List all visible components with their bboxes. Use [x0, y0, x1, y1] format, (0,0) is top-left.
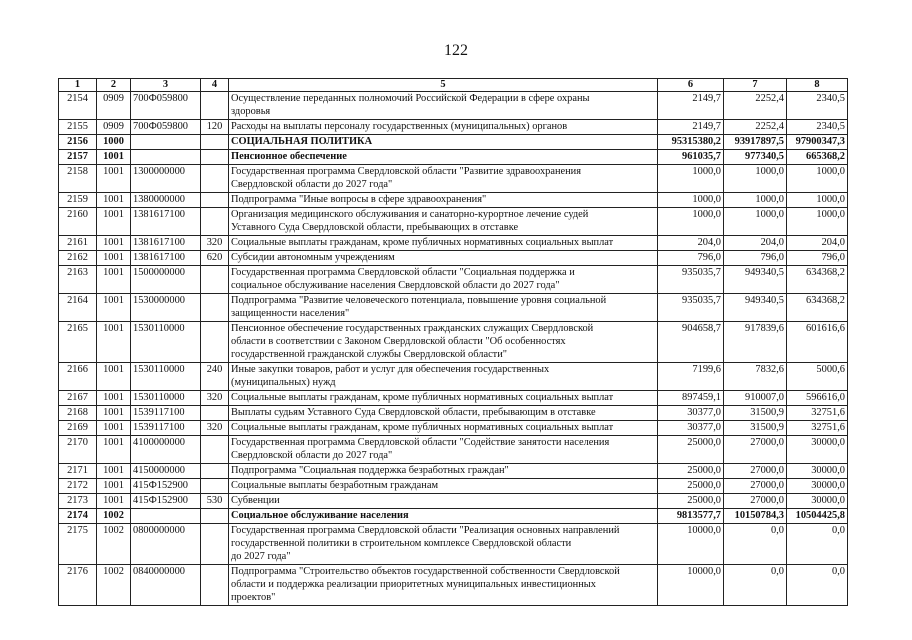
expense-type-code — [201, 524, 229, 565]
item-name-line: проектов" — [231, 592, 276, 603]
section-code: 1001 — [97, 236, 131, 251]
amount-year-1: 935035,7 — [658, 266, 724, 294]
amount-year-1: 7199,6 — [658, 363, 724, 391]
item-name-line: Государственная программа Свердловской области "Содействие занятости населения — [231, 437, 610, 448]
item-name-line: Иные закупки товаров, работ и услуг для обеспечения государственных — [231, 364, 550, 375]
item-name-line: Пенсионное обеспечение — [231, 151, 347, 162]
item-name-line: Подпрограмма "Развитие человеческого потенциала, повышение уровня социальной — [231, 295, 607, 306]
table-row — [59, 565, 848, 606]
target-article-code: 0840000000 — [131, 565, 201, 606]
section-code: 1001 — [97, 391, 131, 406]
header-col-3: 3 — [131, 79, 201, 92]
section-code: 1002 — [97, 524, 131, 565]
amount-year-1: 95315380,2 — [658, 135, 724, 150]
expense-type-code — [201, 135, 229, 150]
amount-year-3: 30000,0 — [787, 494, 848, 509]
row-number: 2155 — [59, 120, 97, 135]
section-code: 1001 — [97, 294, 131, 322]
table-row — [59, 266, 848, 294]
target-article-code: 1500000000 — [131, 266, 201, 294]
amount-year-3: 665368,2 — [787, 150, 848, 165]
row-number: 2164 — [59, 294, 97, 322]
row-number: 2170 — [59, 436, 97, 464]
expense-type-code — [201, 509, 229, 524]
item-name-cell — [229, 479, 658, 494]
item-name-cell — [229, 251, 658, 266]
table-row — [59, 322, 848, 363]
amount-year-1: 1000,0 — [658, 208, 724, 236]
item-name-cell — [229, 363, 658, 391]
section-code: 0909 — [97, 92, 131, 120]
target-article-code: 1300000000 — [131, 165, 201, 193]
header-col-6: 6 — [658, 79, 724, 92]
row-number: 2156 — [59, 135, 97, 150]
table-row — [59, 294, 848, 322]
item-name-line: Социальные выплаты гражданам, кроме публичных нормативных социальных выплат — [231, 392, 614, 403]
item-name-cell — [229, 524, 658, 565]
item-name-cell — [229, 509, 658, 524]
budget-table-body — [59, 92, 848, 606]
amount-year-2: 27000,0 — [724, 464, 787, 479]
row-number: 2165 — [59, 322, 97, 363]
row-number: 2158 — [59, 165, 97, 193]
item-name-line: Социальные выплаты безработным гражданам — [231, 480, 439, 491]
item-name-line: Государственная программа Свердловской области "Реализация основных направлений — [231, 525, 620, 536]
expense-type-code — [201, 464, 229, 479]
amount-year-1: 935035,7 — [658, 294, 724, 322]
expense-type-code — [201, 165, 229, 193]
item-name-line: Выплаты судьям Уставного Суда Свердловской области, пребывающим в отставке — [231, 407, 596, 418]
amount-year-3: 0,0 — [787, 565, 848, 606]
expense-type-code — [201, 294, 229, 322]
amount-year-2: 1000,0 — [724, 193, 787, 208]
amount-year-3: 1000,0 — [787, 193, 848, 208]
table-row — [59, 494, 848, 509]
amount-year-3: 796,0 — [787, 251, 848, 266]
row-number: 2154 — [59, 92, 97, 120]
target-article-code: 1381617100 — [131, 208, 201, 236]
expense-type-code — [201, 208, 229, 236]
amount-year-3: 30000,0 — [787, 464, 848, 479]
section-code: 1002 — [97, 509, 131, 524]
amount-year-3: 32751,6 — [787, 421, 848, 436]
target-article-code: 4100000000 — [131, 436, 201, 464]
amount-year-1: 2149,7 — [658, 120, 724, 135]
table-row — [59, 436, 848, 464]
section-code: 0909 — [97, 120, 131, 135]
row-number: 2163 — [59, 266, 97, 294]
amount-year-2: 0,0 — [724, 524, 787, 565]
section-code: 1001 — [97, 208, 131, 236]
target-article-code: 1539117100 — [131, 421, 201, 436]
item-name-cell — [229, 92, 658, 120]
row-number: 2174 — [59, 509, 97, 524]
table-row — [59, 421, 848, 436]
amount-year-1: 25000,0 — [658, 494, 724, 509]
item-name-line: Подпрограмма "Строительство объектов государственной собственности Свердловской — [231, 566, 620, 577]
amount-year-3: 30000,0 — [787, 479, 848, 494]
amount-year-1: 10000,0 — [658, 524, 724, 565]
row-number: 2162 — [59, 251, 97, 266]
item-name-cell — [229, 421, 658, 436]
item-name-line: Субвенции — [231, 495, 280, 506]
table-row — [59, 524, 848, 565]
item-name-cell — [229, 150, 658, 165]
table-row — [59, 165, 848, 193]
item-name-line: Осуществление переданных полномочий Российской Федерации в сфере охраны — [231, 93, 590, 104]
header-col-8: 8 — [787, 79, 848, 92]
section-code: 1001 — [97, 251, 131, 266]
table-row — [59, 92, 848, 120]
target-article-code: 1530110000 — [131, 363, 201, 391]
expense-type-code: 320 — [201, 236, 229, 251]
amount-year-2: 796,0 — [724, 251, 787, 266]
item-name-cell — [229, 165, 658, 193]
budget-table — [58, 78, 848, 606]
table-row — [59, 479, 848, 494]
amount-year-2: 10150784,3 — [724, 509, 787, 524]
amount-year-1: 961035,7 — [658, 150, 724, 165]
section-code: 1001 — [97, 165, 131, 193]
row-number: 2166 — [59, 363, 97, 391]
amount-year-1: 1000,0 — [658, 165, 724, 193]
target-article-code: 700Ф059800 — [131, 92, 201, 120]
item-name-cell — [229, 294, 658, 322]
item-name-line: защищенности населения" — [231, 308, 350, 319]
amount-year-2: 7832,6 — [724, 363, 787, 391]
amount-year-2: 917839,6 — [724, 322, 787, 363]
section-code: 1001 — [97, 464, 131, 479]
row-number: 2160 — [59, 208, 97, 236]
amount-year-2: 910007,0 — [724, 391, 787, 406]
target-article-code — [131, 509, 201, 524]
target-article-code: 1381617100 — [131, 236, 201, 251]
item-name-line: Социальные выплаты гражданам, кроме публичных нормативных социальных выплат — [231, 237, 614, 248]
target-article-code: 1530110000 — [131, 391, 201, 406]
expense-type-code — [201, 92, 229, 120]
header-col-1: 1 — [59, 79, 97, 92]
amount-year-3: 10504425,8 — [787, 509, 848, 524]
item-name-cell — [229, 322, 658, 363]
amount-year-1: 204,0 — [658, 236, 724, 251]
item-name-cell — [229, 208, 658, 236]
row-number: 2167 — [59, 391, 97, 406]
header-col-5: 5 — [229, 79, 658, 92]
item-name-cell — [229, 120, 658, 135]
target-article-code — [131, 135, 201, 150]
item-name-line: государственной гражданской службы Свердловской области" — [231, 349, 508, 360]
target-article-code: 0800000000 — [131, 524, 201, 565]
item-name-line: Уставного Суда Свердловской области, пребывающих в отставке — [231, 222, 519, 233]
amount-year-1: 30377,0 — [658, 421, 724, 436]
table-row — [59, 391, 848, 406]
section-code: 1001 — [97, 322, 131, 363]
amount-year-3: 1000,0 — [787, 208, 848, 236]
item-name-cell — [229, 391, 658, 406]
amount-year-3: 97900347,3 — [787, 135, 848, 150]
target-article-code: 415Ф152900 — [131, 479, 201, 494]
expense-type-code — [201, 436, 229, 464]
section-code: 1001 — [97, 363, 131, 391]
item-name-line: области и поддержка реализации приоритетных муниципальных инвестиционных — [231, 579, 596, 590]
item-name-line: Подпрограмма "Социальная поддержка безработных граждан" — [231, 465, 509, 476]
amount-year-1: 25000,0 — [658, 464, 724, 479]
table-row — [59, 464, 848, 479]
amount-year-3: 1000,0 — [787, 165, 848, 193]
item-name-cell — [229, 135, 658, 150]
item-name-line: СОЦИАЛЬНАЯ ПОЛИТИКА — [231, 136, 373, 147]
target-article-code: 1530110000 — [131, 322, 201, 363]
item-name-line: Подпрограмма "Иные вопросы в сфере здравоохранения" — [231, 194, 487, 205]
item-name-line: Пенсионное обеспечение государственных гражданских служащих Свердловской — [231, 323, 594, 334]
expense-type-code: 530 — [201, 494, 229, 509]
row-number: 2171 — [59, 464, 97, 479]
table-row — [59, 120, 848, 135]
item-name-cell — [229, 266, 658, 294]
target-article-code: 415Ф152900 — [131, 494, 201, 509]
amount-year-1: 2149,7 — [658, 92, 724, 120]
amount-year-2: 2252,4 — [724, 120, 787, 135]
amount-year-1: 1000,0 — [658, 193, 724, 208]
amount-year-3: 634368,2 — [787, 294, 848, 322]
amount-year-2: 0,0 — [724, 565, 787, 606]
target-article-code: 700Ф059800 — [131, 120, 201, 135]
item-name-line: Субсидии автономным учреждениям — [231, 252, 395, 263]
amount-year-2: 949340,5 — [724, 294, 787, 322]
table-row — [59, 406, 848, 421]
item-name-cell — [229, 436, 658, 464]
section-code: 1001 — [97, 479, 131, 494]
header-col-2: 2 — [97, 79, 131, 92]
amount-year-1: 10000,0 — [658, 565, 724, 606]
amount-year-3: 32751,6 — [787, 406, 848, 421]
section-code: 1002 — [97, 565, 131, 606]
item-name-line: Государственная программа Свердловской области "Социальная поддержка и — [231, 267, 575, 278]
item-name-line: Свердловской области до 2027 года" — [231, 450, 393, 461]
item-name-cell — [229, 464, 658, 479]
item-name-cell — [229, 565, 658, 606]
row-number: 2172 — [59, 479, 97, 494]
row-number: 2173 — [59, 494, 97, 509]
amount-year-2: 949340,5 — [724, 266, 787, 294]
section-code: 1000 — [97, 135, 131, 150]
amount-year-2: 2252,4 — [724, 92, 787, 120]
expense-type-code: 240 — [201, 363, 229, 391]
amount-year-3: 596616,0 — [787, 391, 848, 406]
item-name-line: Свердловской области до 2027 года" — [231, 179, 393, 190]
section-code: 1001 — [97, 494, 131, 509]
row-number: 2161 — [59, 236, 97, 251]
table-row — [59, 251, 848, 266]
amount-year-3: 204,0 — [787, 236, 848, 251]
item-name-line: до 2027 года" — [231, 551, 291, 562]
table-row — [59, 150, 848, 165]
amount-year-1: 25000,0 — [658, 436, 724, 464]
expense-type-code — [201, 479, 229, 494]
table-row — [59, 509, 848, 524]
amount-year-1: 796,0 — [658, 251, 724, 266]
expense-type-code — [201, 565, 229, 606]
item-name-cell — [229, 494, 658, 509]
amount-year-1: 904658,7 — [658, 322, 724, 363]
amount-year-2: 27000,0 — [724, 436, 787, 464]
amount-year-3: 2340,5 — [787, 120, 848, 135]
amount-year-2: 977340,5 — [724, 150, 787, 165]
expense-type-code — [201, 150, 229, 165]
row-number: 2168 — [59, 406, 97, 421]
section-code: 1001 — [97, 266, 131, 294]
amount-year-2: 93917897,5 — [724, 135, 787, 150]
item-name-line: (муниципальных) нужд — [231, 377, 336, 388]
item-name-line: Социальное обслуживание населения — [231, 510, 409, 521]
table-row — [59, 236, 848, 251]
expense-type-code — [201, 193, 229, 208]
item-name-cell — [229, 193, 658, 208]
amount-year-3: 2340,5 — [787, 92, 848, 120]
section-code: 1001 — [97, 193, 131, 208]
amount-year-3: 30000,0 — [787, 436, 848, 464]
expense-type-code: 120 — [201, 120, 229, 135]
item-name-line: Государственная программа Свердловской области "Развитие здравоохранения — [231, 166, 582, 177]
target-article-code: 4150000000 — [131, 464, 201, 479]
amount-year-2: 1000,0 — [724, 208, 787, 236]
item-name-line: социальное обслуживание населения Свердловской области до 2027 года" — [231, 280, 560, 291]
item-name-line: Расходы на выплаты персоналу государственных (муниципальных) органов — [231, 121, 568, 132]
amount-year-2: 204,0 — [724, 236, 787, 251]
target-article-code: 1539117100 — [131, 406, 201, 421]
amount-year-2: 1000,0 — [724, 165, 787, 193]
item-name-line: здоровья — [231, 106, 271, 117]
amount-year-3: 0,0 — [787, 524, 848, 565]
page-number: 122 — [444, 42, 468, 59]
section-code: 1001 — [97, 406, 131, 421]
row-number: 2169 — [59, 421, 97, 436]
item-name-cell — [229, 406, 658, 421]
target-article-code: 1530000000 — [131, 294, 201, 322]
target-article-code: 1380000000 — [131, 193, 201, 208]
section-code: 1001 — [97, 436, 131, 464]
expense-type-code — [201, 406, 229, 421]
amount-year-1: 9813577,7 — [658, 509, 724, 524]
item-name-line: Социальные выплаты гражданам, кроме публичных нормативных социальных выплат — [231, 422, 614, 433]
expense-type-code: 620 — [201, 251, 229, 266]
item-name-cell — [229, 236, 658, 251]
amount-year-1: 25000,0 — [658, 479, 724, 494]
target-article-code — [131, 150, 201, 165]
amount-year-1: 897459,1 — [658, 391, 724, 406]
amount-year-3: 634368,2 — [787, 266, 848, 294]
table-row — [59, 208, 848, 236]
amount-year-2: 27000,0 — [724, 479, 787, 494]
header-row — [59, 79, 848, 92]
row-number: 2175 — [59, 524, 97, 565]
amount-year-2: 31500,9 — [724, 421, 787, 436]
header-col-4: 4 — [201, 79, 229, 92]
amount-year-1: 30377,0 — [658, 406, 724, 421]
table-row — [59, 193, 848, 208]
header-col-7: 7 — [724, 79, 787, 92]
amount-year-3: 601616,6 — [787, 322, 848, 363]
target-article-code: 1381617100 — [131, 251, 201, 266]
expense-type-code — [201, 266, 229, 294]
row-number: 2157 — [59, 150, 97, 165]
expense-type-code — [201, 322, 229, 363]
item-name-line: области в соответствии с Законом Свердловской области "Об особенностях — [231, 336, 566, 347]
amount-year-2: 31500,9 — [724, 406, 787, 421]
amount-year-3: 5000,6 — [787, 363, 848, 391]
expense-type-code: 320 — [201, 391, 229, 406]
amount-year-2: 27000,0 — [724, 494, 787, 509]
section-code: 1001 — [97, 150, 131, 165]
expense-type-code: 320 — [201, 421, 229, 436]
table-row — [59, 363, 848, 391]
table-row — [59, 135, 848, 150]
row-number: 2176 — [59, 565, 97, 606]
item-name-line: государственной политики в строительном комплексе Свердловской области — [231, 538, 572, 549]
item-name-line: Организация медицинского обслуживания и санаторно-курортное лечение судей — [231, 209, 589, 220]
section-code: 1001 — [97, 421, 131, 436]
row-number: 2159 — [59, 193, 97, 208]
